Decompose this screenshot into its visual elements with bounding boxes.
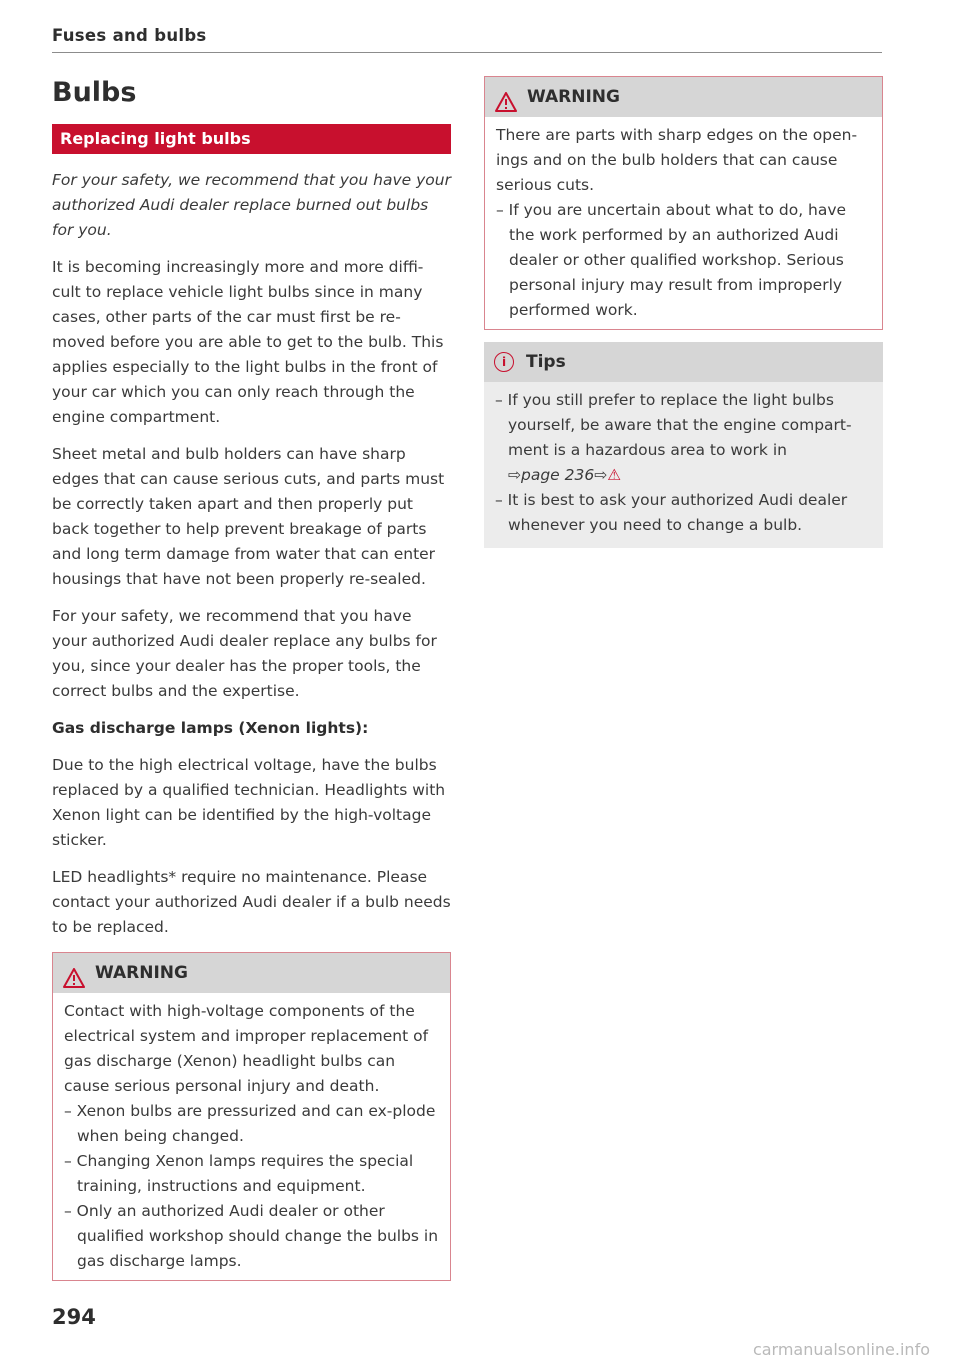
warning-list: [64, 1099, 440, 1274]
body-paragraph: LED headlights* require no maintenance. Please contact your authorized Audi dealer if a bulb needs to be replaced.: [52, 868, 451, 936]
list-item: – Changing Xenon lamps requires the special training, instructions and equipment.: [64, 1152, 414, 1195]
page-reference-link[interactable]: ⇨page 236⇨: [508, 466, 608, 484]
tips-header: [484, 342, 883, 382]
warning-box-xenon: [52, 952, 451, 1281]
tips-list: [495, 388, 873, 538]
warning-title: WARNING: [527, 87, 620, 107]
intro-paragraph: For your safety, we recommend that you have your authorized Audi dealer replace burned out bulbs for you.: [52, 171, 451, 239]
warning-body: [53, 993, 450, 1280]
info-icon: i: [494, 352, 514, 372]
warning-text: There are parts with sharp edges on the open-ings and on the bulb holders that can cause serious cuts.: [496, 126, 858, 194]
warning-reference-icon[interactable]: ⚠: [607, 466, 622, 484]
section-title-bar: Replacing light bulbs: [52, 124, 451, 154]
warning-list: [496, 198, 872, 323]
body-paragraph: Due to the high electrical voltage, have the bulbs replaced by a qualified technician. Headlights with Xenon light can be identified by the high-voltage sticker.: [52, 756, 446, 849]
body-paragraph: Sheet metal and bulb holders can have sharp edges that can cause serious cuts, and parts must be correctly taken apart and then properly put back together to help prevent breakage of parts and long term damage from water that can enter housings that have not been properly re-sealed.: [52, 445, 445, 588]
header-divider: [52, 52, 882, 53]
body-paragraph: It is becoming increasingly more and more diffi-cult to replace vehicle light bulbs since in many cases, other parts of the car must first be re-moved before you are able to get to the bulb. This applies especially to the light bulbs in the front of your car which you can only reach through the engine compartment.: [52, 258, 444, 426]
warning-body: [485, 117, 882, 329]
tips-body: [484, 382, 883, 548]
list-item: [495, 388, 873, 488]
warning-triangle-icon: [495, 87, 517, 107]
page-number: 294: [52, 1305, 96, 1329]
left-column: [52, 76, 451, 1293]
warning-text: Contact with high-voltage components of the electrical system and improper replacement of gas discharge (Xenon) headlight bulbs can cause serious personal injury and death.: [64, 1002, 429, 1095]
list-item: – Only an authorized Audi dealer or other qualified workshop should change the bulbs in gas discharge lamps.: [64, 1202, 439, 1270]
right-column: [484, 76, 883, 560]
list-item: – It is best to ask your authorized Audi dealer whenever you need to change a bulb.: [495, 491, 848, 534]
site-watermark: carmanualsonline.info: [752, 1340, 930, 1359]
list-item: – If you are uncertain about what to do, have the work performed by an authorized Audi dealer or other qualified workshop. Serious personal injury may result from improperly performed work.: [496, 201, 847, 319]
warning-header: [485, 77, 882, 117]
tip-text: – If you still prefer to replace the light bulbs yourself, be aware that the engine compart-ment is a hazardous area to work in: [495, 391, 852, 459]
page-heading: Bulbs: [52, 77, 137, 108]
warning-triangle-icon: [63, 963, 85, 983]
warning-header: [53, 953, 450, 993]
running-header: Fuses and bulbs: [52, 26, 207, 45]
tips-title: Tips: [526, 352, 566, 372]
tips-box: [484, 342, 883, 548]
body-paragraph: For your safety, we recommend that you have your authorized Audi dealer replace any bulbs for you, since your dealer has the proper tools, the correct bulbs and the expertise.: [52, 607, 437, 700]
list-item: – Xenon bulbs are pressurized and can ex-plode when being changed.: [64, 1102, 436, 1145]
gas-discharge-heading: Gas discharge lamps (Xenon lights):: [52, 719, 369, 737]
warning-title: WARNING: [95, 963, 188, 983]
warning-box-sharp-edges: [484, 76, 883, 330]
